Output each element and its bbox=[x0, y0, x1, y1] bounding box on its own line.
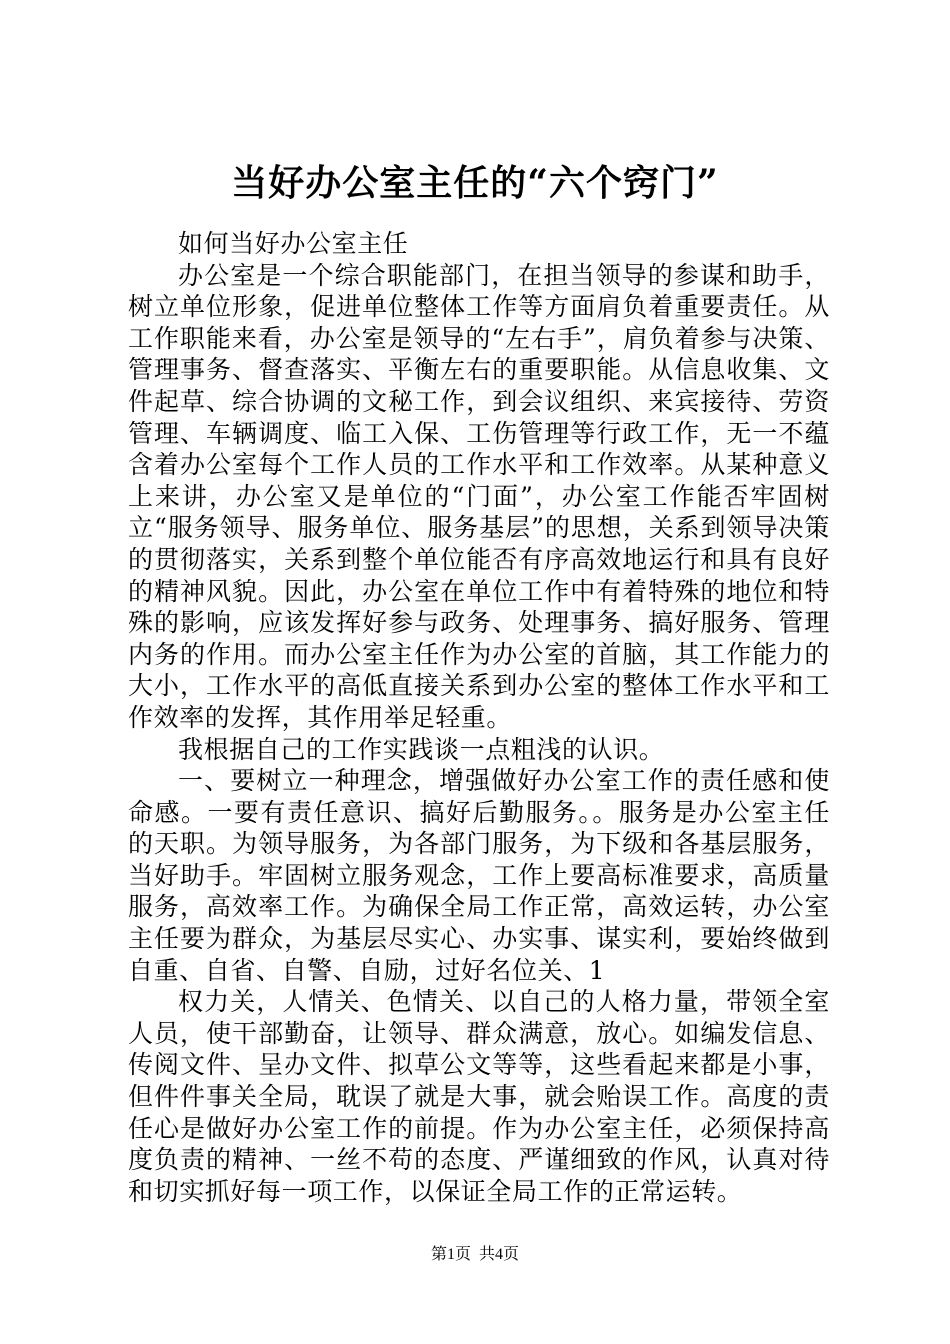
page-number-current: 第1页 bbox=[430, 1246, 471, 1263]
page-number-total: 共4页 bbox=[479, 1246, 520, 1263]
paragraph-intro: 办公室是一个综合职能部门，在担当领导的参谋和助手，树立单位形象，促进单位整体工作等方面肩负着重要责任。从工作职能来看，办公室是领导的“左右手”，肩负着参与决策、管理事务、督查落实、平衡左右的重要职能。从信息收集、文件起草、综合协调的文秘工作，到会议组织、来宾接待、劳资管理、车辆调度、临工入保、工伤管理等行政工作，无一不蕴含着办公室每个工作人员的工作水平和工作效率。从某种意义上来讲，办公室又是单位的“门面”，办公室工作能否牢固树立“服务领导、服务单位、服务基层”的思想，关系到领导决策的贯彻落实，关系到整个单位能否有序高效地运行和具有良好的精神风貌。因此，办公室在单位工作中有着特殊的地位和特殊的影响，应该发挥好参与政务、处理事务、搞好服务、管理内务的作用。而办公室主任作为办公室的首脑，其工作能力的大小，工作水平的高低直接关系到办公室的整体工作水平和工作效率的发挥，其作用举足轻重。 bbox=[128, 260, 830, 732]
paragraph-subtitle: 如何当好办公室主任 bbox=[178, 229, 409, 258]
paragraph-section-one-continued: 权力关，人情关、色情关、以自己的人格力量，带领全室人员，使干部勤奋，让领导、群众满意，放心。如编发信息、传阅文件、呈办文件、拟草公文等等，这些看起来都是小事，但件件事关全局，耽误了就是大事，就会贻误工作。高度的责任心是做好办公室工作的前提。作为办公室主任，必须保持高度负责的精神、一丝不苟的态度、严谨细致的作风，认真对待和切实抓好每一项工作，以保证全局工作的正常运转。 bbox=[128, 987, 830, 1206]
paragraph-statement: 我根据自己的工作实践谈一点粗浅的认识。 bbox=[178, 734, 665, 764]
document-body bbox=[128, 228, 830, 1207]
document-title: 当好办公室主任的“六个窍门” bbox=[231, 162, 719, 204]
paragraph-section-one: 一、要树立一种理念，增强做好办公室工作的责任感和使命感。一要有责任意识、搞好后勤服务。。服务是办公室主任的天职。为领导服务，为各部门服务，为下级和各基层服务，当好助手。牢固树立服务观念，工作上要高标准要求，高质量服务，高效率工作。为确保全局工作正常，高效运转，办公室主任要为群众，为基层尽实心、办实事、谋实利，要始终做到自重、自省、自警、自励，过好名位关、1 bbox=[128, 766, 830, 985]
page-footer bbox=[0, 1243, 950, 1267]
